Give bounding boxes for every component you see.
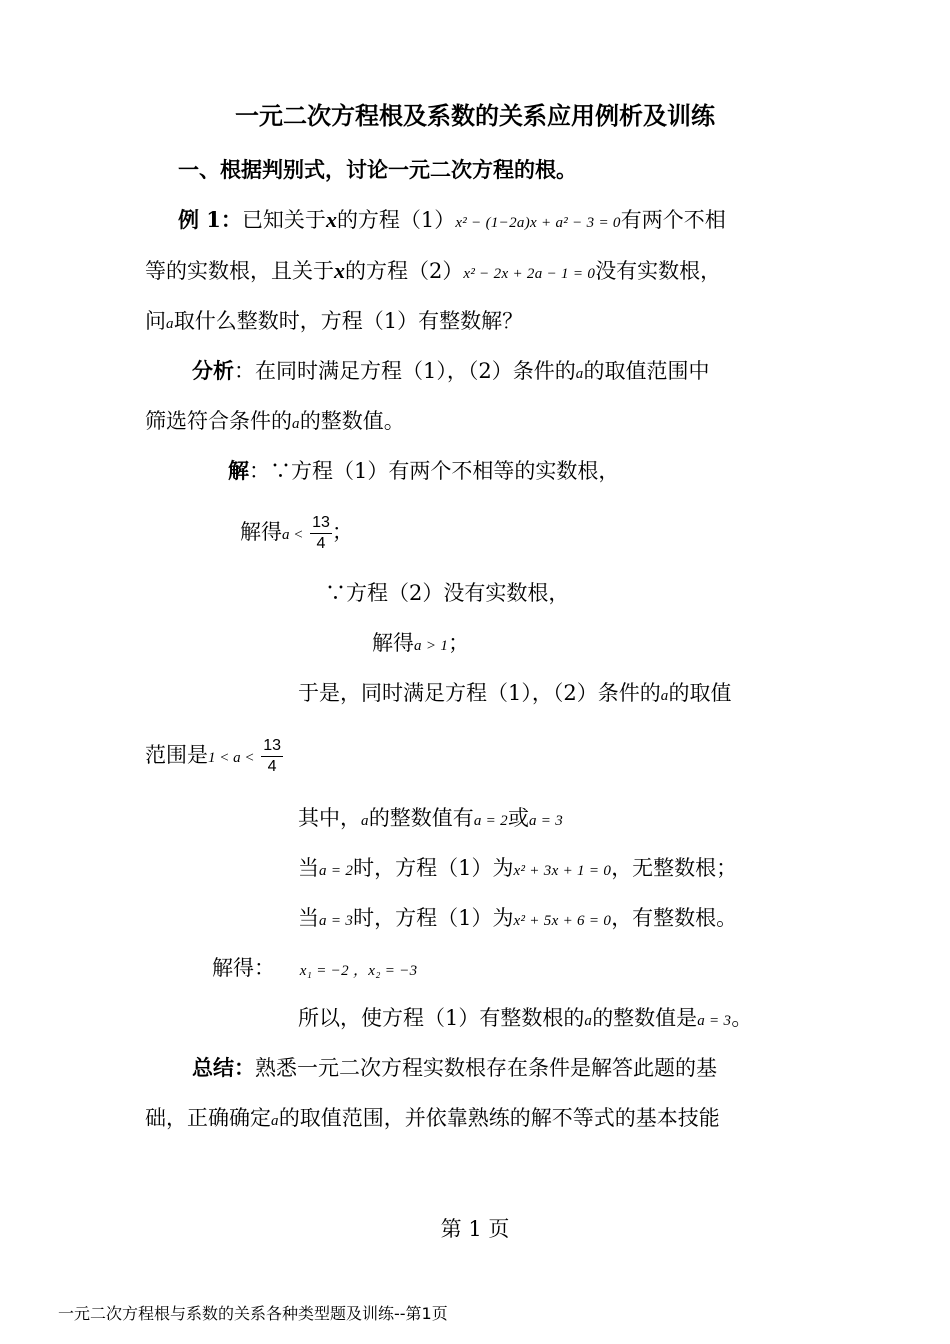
text: 取什么整数时，方程（1）有整数解？ [173,309,524,333]
solution-line-6 [145,735,283,778]
solution-line-4 [372,628,469,661]
text: 当 [298,906,319,930]
page-title: 一元二次方程根及系数的关系应用例析及训练 [235,102,715,130]
text: 解得： [212,956,275,980]
math-var-a: a [584,1013,593,1029]
text: 已知关于 [241,208,326,232]
text: 的方程（2） [345,259,464,283]
solution-line-1 [228,456,619,486]
text: 的方程（1） [336,208,456,232]
equation: x² + 5x + 6 = 0 [513,913,612,929]
summary-label: 总结： [192,1055,255,1080]
example-label: 例 1： [178,207,242,232]
text: 范围是 [145,743,208,767]
math-var-x: x [334,258,345,283]
text: 所以，使方程（1）有整数根的 [298,1006,585,1030]
text: 筛选符合条件的 [145,409,292,433]
text: 的取值范围，并依靠熟练的解不等式的基本技能 [278,1106,720,1130]
text: ，无整数根； [611,856,738,880]
text: ：∵方程（1）有两个不相等的实数根， [249,459,620,483]
text: 的整数值有 [368,806,474,830]
text: 础，正确确定 [145,1106,271,1130]
math-var-a: a [271,1113,279,1129]
text: 等的实数根，且关于 [145,259,334,283]
text: 的取值范围中 [583,359,710,383]
text: ； [331,520,353,544]
solution-line-11 [298,1003,752,1036]
example-line-2 [145,256,721,289]
text: 解得 [372,631,414,655]
summary-line-2 [145,1103,720,1136]
equation: a = 3 [697,1013,732,1029]
text: 于是，同时满足方程（1），（2）条件的 [298,681,661,705]
equation-1: x² − (1−2a)x + a² − 3 = 0 [455,215,621,231]
inequality: 1 < a < [208,750,255,766]
text: 或 [507,806,529,830]
section-heading: 一、根据判别式，讨论一元二次方程的根。 [178,158,577,182]
fraction-numerator: 13 [261,736,283,757]
math-var-a: a [660,688,669,704]
text: 解得 [240,520,282,544]
footer-caption: 一元二次方程根与系数的关系各种类型题及训练--第1页 [58,1304,448,1323]
text: 的整数值是 [592,1006,698,1030]
solution-line-3: ∵方程（2）没有实数根， [325,581,570,605]
text: 当 [298,856,319,880]
equation: x² + 3x + 1 = 0 [513,863,612,879]
text: 的取值 [668,681,732,705]
page-number: 第 1 页 [440,1217,510,1241]
example-line-3 [145,306,523,339]
example-line-1 [178,205,726,238]
roots: x₁ = −2 ，x₂ = −3 [299,963,418,979]
equation: a = 3 [528,813,564,829]
equation-2: x² − 2x + 2a − 1 = 0 [463,266,596,282]
text: ，有整数根。 [611,906,738,930]
math-var-a: a [575,366,584,382]
inequality: a > 1 [414,638,449,654]
math-var-a: a [292,416,300,432]
summary-line-1 [192,1053,717,1083]
math-var-a: a [361,813,369,829]
text: ：在同时满足方程（1），（2）条件的 [234,359,576,383]
text: 。 [731,1006,753,1030]
equation: a = 3 [319,913,354,929]
math-var-x: x [325,207,337,232]
text: 时，方程（1）为 [353,906,514,930]
analysis-line-1 [192,356,710,389]
analysis-line-2 [145,406,405,439]
solution-line-10 [212,953,417,986]
equation: a = 2 [319,863,354,879]
text: 没有实数根， [595,259,722,283]
text: 问 [145,309,166,333]
math-var-a: a [166,316,174,332]
analysis-label: 分析 [192,358,234,383]
inequality: a < [282,527,304,543]
equation: a = 2 [473,813,508,829]
solution-line-2 [240,512,353,555]
solution-line-8 [298,853,737,886]
text: 其中， [298,806,361,830]
solution-line-9 [298,903,737,936]
solution-line-7 [298,803,563,836]
text: 时，方程（1）为 [353,856,514,880]
text: 有两个不相 [620,208,726,232]
text: ； [448,631,470,655]
fraction-13-4 [310,513,332,554]
fraction-denominator: 4 [267,758,277,775]
text: 熟悉一元二次方程实数根存在条件是解答此题的基 [255,1056,717,1080]
text: 的整数值。 [299,409,405,433]
fraction-13-4 [261,736,283,777]
fraction-numerator: 13 [310,513,332,534]
solution-label: 解 [228,458,249,483]
solution-line-5 [298,678,732,711]
fraction-denominator: 4 [316,535,326,552]
